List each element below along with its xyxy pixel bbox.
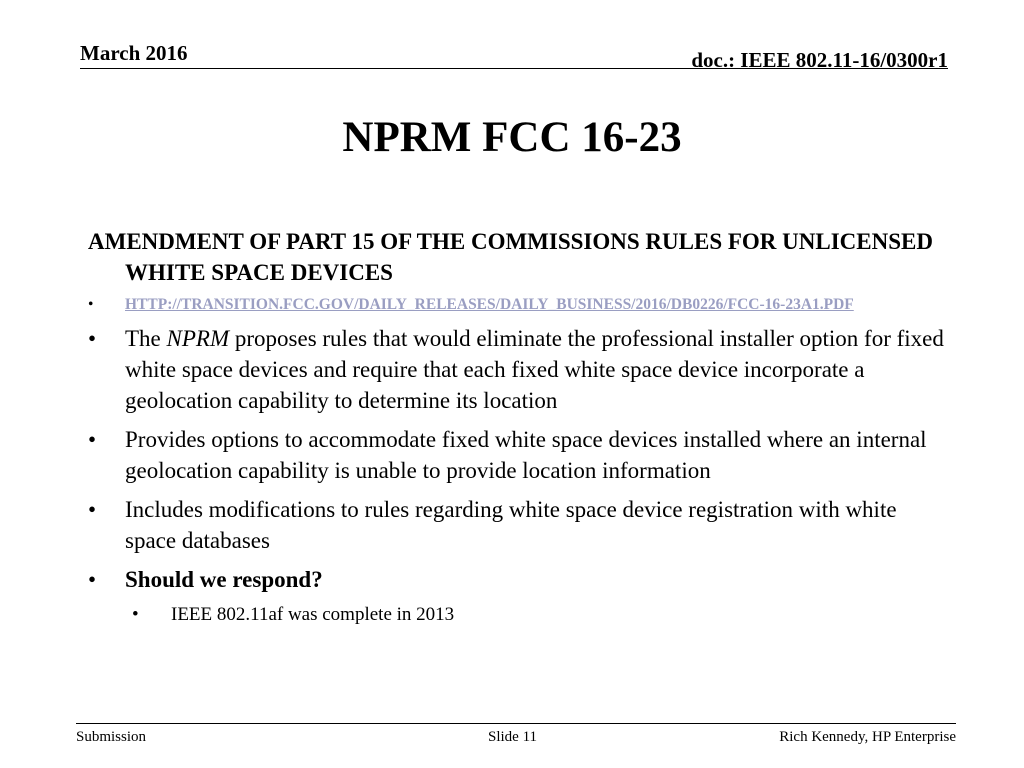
footer-submission: Submission <box>76 729 147 745</box>
list-item <box>88 564 948 595</box>
bullet-text: Includes modifications to rules regarding white space device registration with white space databases <box>125 497 897 553</box>
bullet-text-prefix: The <box>125 326 161 351</box>
sub-bullet-text: IEEE 802.11af was complete in 2013 <box>171 604 455 625</box>
footer-author: Rich Kennedy, HP Enterprise <box>779 729 956 745</box>
fcc-document-link[interactable]: HTTP://TRANSITION.FCC.GOV/DAILY_RELEASES/DAILY_BUSINESS/2016/DB0226/FCC-16-23A1.PDF <box>125 296 854 313</box>
footer-divider <box>76 723 956 724</box>
section-heading: AMENDMENT OF PART 15 OF THE COMMISSIONS RULES FOR UNLICENSED WHITE SPACE DEVICES <box>88 229 933 285</box>
bullet-text-emphasis: NPRM <box>166 326 230 351</box>
sub-list-item <box>88 601 948 629</box>
bullet-text: proposes rules that would eliminate the professional installer option for fixed white space devices and require that each fixed white space device incorporate a geolocation capability to determine its location <box>125 326 944 413</box>
bullet-text-question: Should we respond? <box>125 567 323 592</box>
sub-bullet-icon: • <box>132 604 139 625</box>
list-item <box>88 424 948 486</box>
list-item-link <box>88 293 948 316</box>
list-item <box>88 323 948 416</box>
bullet-icon: • <box>88 497 97 522</box>
bullet-icon: • <box>88 296 94 313</box>
header-divider <box>80 68 948 69</box>
bullet-icon: • <box>88 326 97 351</box>
bullet-text: Provides options to accommodate fixed white space devices installed where an internal geolocation capability is unable to provide location information <box>125 427 927 483</box>
header-date: March 2016 <box>80 41 188 65</box>
header-doc-id: doc.: IEEE 802.11-16/0300r1 <box>691 48 948 72</box>
slide-body <box>88 226 948 629</box>
bullet-icon: • <box>88 427 97 452</box>
bullet-icon: • <box>88 567 97 592</box>
list-item <box>88 494 948 556</box>
footer-slide-number: Slide 11 <box>488 729 538 745</box>
slide-title: NPRM FCC 16-23 <box>342 114 682 161</box>
